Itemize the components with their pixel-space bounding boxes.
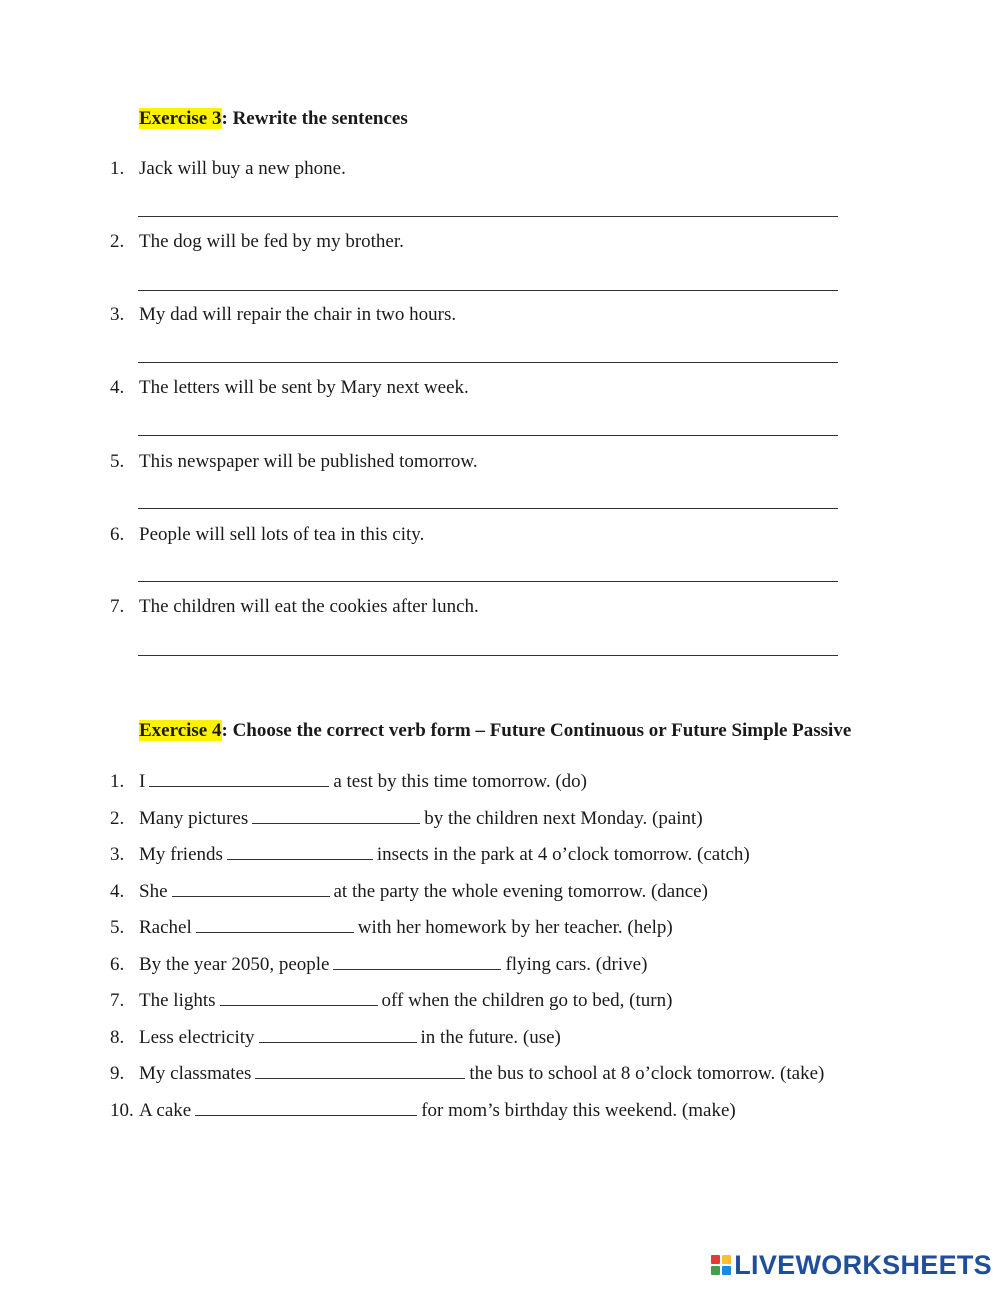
ex3-sentence: The children will eat the cookies after lunch. (139, 596, 479, 617)
ex3-sentence: This newspaper will be published tomorrow. (139, 451, 478, 472)
exercise-3-label: Exercise 3 (139, 108, 222, 129)
ex4-item-5: 5. Rachel with her homework by her teacher. (help) (110, 917, 673, 938)
ex4-item-4: 4. She at the party the whole evening tomorrow. (dance) (110, 881, 708, 902)
answer-blank[interactable] (227, 842, 373, 860)
liveworksheets-logo (711, 1251, 992, 1279)
exercise-3-heading (139, 108, 408, 130)
answer-blank[interactable] (196, 915, 354, 933)
ex3-sentence: My dad will repair the chair in two hours. (139, 304, 457, 325)
ex4-item-9: 9. My classmates the bus to school at 8 o’clock tomorrow. (take) (110, 1063, 825, 1084)
ex3-item-6: 6. People will sell lots of tea in this city. (110, 524, 425, 545)
ex3-sentence: People will sell lots of tea in this city. (139, 524, 425, 545)
ex3-sentence: Jack will buy a new phone. (139, 158, 346, 179)
logo-text: LIVEWORKSHEETS (734, 1249, 992, 1280)
answer-line[interactable] (138, 435, 838, 436)
ex3-item-7: 7. The children will eat the cookies after lunch. (110, 596, 479, 617)
logo-blocks-icon (711, 1255, 731, 1275)
ex3-item-3: 3. My dad will repair the chair in two hours. (110, 304, 457, 325)
answer-blank[interactable] (172, 879, 330, 897)
ex3-item-4: 4. The letters will be sent by Mary next week. (110, 377, 469, 398)
answer-line[interactable] (138, 290, 838, 291)
answer-line[interactable] (138, 216, 838, 217)
answer-blank[interactable] (259, 1025, 417, 1043)
ex4-item-8: 8. Less electricity in the future. (use) (110, 1027, 561, 1048)
answer-blank[interactable] (255, 1061, 465, 1079)
exercise-4-heading (139, 720, 851, 742)
ex3-sentence: The dog will be fed by my brother. (139, 231, 404, 252)
ex4-item-7: 7. The lights off when the children go to bed, (turn) (110, 990, 673, 1011)
ex4-item-1: 1. I a test by this time tomorrow. (do) (110, 771, 587, 792)
ex3-sentence: The letters will be sent by Mary next week. (139, 377, 469, 398)
answer-line[interactable] (138, 581, 838, 582)
ex4-item-10: 10. A cake for mom’s birthday this weekend. (make) (110, 1100, 736, 1121)
ex4-item-2: 2. Many pictures by the children next Monday. (paint) (110, 808, 703, 829)
answer-blank[interactable] (195, 1098, 417, 1116)
answer-line[interactable] (138, 508, 838, 509)
ex3-item-5: 5. This newspaper will be published tomorrow. (110, 451, 478, 472)
exercise-4-label: Exercise 4 (139, 720, 222, 741)
ex4-item-6: 6. By the year 2050, people flying cars. (drive) (110, 954, 648, 975)
ex3-item-2: 2. The dog will be fed by my brother. (110, 231, 404, 252)
ex4-item-3: 3. My friends insects in the park at 4 o’clock tomorrow. (catch) (110, 844, 750, 865)
answer-blank[interactable] (252, 806, 420, 824)
answer-line[interactable] (138, 362, 838, 363)
answer-blank[interactable] (333, 952, 501, 970)
exercise-4-title: : Choose the correct verb form – Future Continuous or Future Simple Passive (221, 720, 852, 741)
answer-blank[interactable] (149, 769, 329, 787)
answer-line[interactable] (138, 655, 838, 656)
ex3-item-1: 1. Jack will buy a new phone. (110, 158, 346, 179)
exercise-3-title: : Rewrite the sentences (221, 108, 408, 129)
answer-blank[interactable] (220, 988, 378, 1006)
